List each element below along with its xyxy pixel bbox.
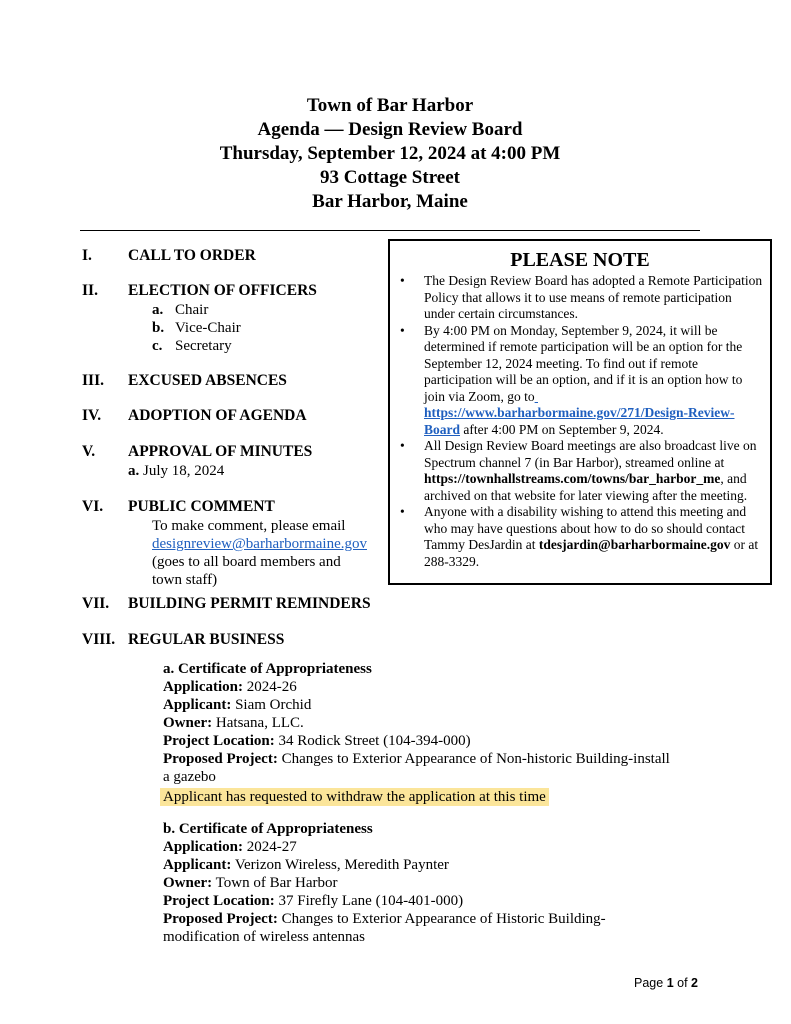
application-row: Application: 2024-27 <box>163 839 297 855</box>
section-title: ADOPTION OF AGENDA <box>128 407 307 424</box>
please-note-title: PLEASE NOTE <box>510 249 650 271</box>
owner-row: Owner: Town of Bar Harbor <box>163 875 338 891</box>
header-divider <box>80 230 700 231</box>
note-bullet: • By 4:00 PM on Monday, September 9, 2024, it will be determined if remote participation will be an option for the September 12, 2024 meeting. To find out if remote participation will be an option, and if it is an option how to join via Zoom, go to https://www.barharbormaine.gov/271/Design-Review-Board after 4:00 PM on September 9, 2024. <box>400 322 743 437</box>
section-number: V. <box>82 443 96 460</box>
applicant-row: Applicant: Siam Orchid <box>163 697 312 713</box>
project-row-continued: a gazebo <box>163 769 216 785</box>
owner-row: Owner: Hatsana, LLC. <box>163 715 304 731</box>
meeting-datetime: Thursday, September 12, 2024 at 4:00 PM <box>219 143 561 164</box>
section-number: VIII. <box>82 631 116 648</box>
public-comment-instruction: To make comment, please email <box>152 518 346 534</box>
location-row: Project Location: 37 Firefly Lane (104-401-000) <box>163 893 464 909</box>
contact-email[interactable]: tdesjardin@barharbormaine.gov <box>538 537 731 552</box>
withdrawal-notice: Applicant has requested to withdraw the application at this time <box>163 788 670 806</box>
section-number: VII. <box>82 595 110 612</box>
page-number: Page 1 of 2 <box>634 976 698 990</box>
project-row: Proposed Project: Changes to Exterior Appearance of Non-historic Building-install <box>163 751 670 767</box>
note-bullet: • All Design Review Board meetings are also broadcast live on Spectrum channel 7 (in Bar Harbor), streamed online at https://townhallstreams.com/towns/bar_harbor_me, and archived on that website for later viewing after the meeting. <box>400 438 757 503</box>
note-bullet: • The Design Review Board has adopted a Remote Participation Policy that allows it to use means of remote participation under certain circumstances. <box>400 273 763 321</box>
section-number: II. <box>82 282 98 299</box>
item-heading: b. Certificate of Appropriateness <box>163 821 373 837</box>
officer-item: c. Secretary <box>152 338 232 354</box>
note-list <box>398 273 764 570</box>
public-comment-email-link[interactable]: designreview@barharbormaine.gov <box>152 536 367 552</box>
bullet-icon: • <box>400 273 405 288</box>
application-row: Application: 2024-26 <box>163 679 297 695</box>
meeting-address: 93 Cottage Street <box>320 167 460 188</box>
section-title: EXCUSED ABSENCES <box>128 372 287 389</box>
agenda-title: Agenda — Design Review Board <box>257 119 523 140</box>
bullet-icon: • <box>400 504 405 519</box>
applicant-row: Applicant: Verizon Wireless, Meredith Paynter <box>163 857 449 873</box>
section-title: CALL TO ORDER <box>128 247 256 264</box>
public-comment-note: (goes to all board members and <box>152 554 341 570</box>
location-row: Project Location: 34 Rodick Street (104-394-000) <box>163 733 471 749</box>
townhallstreams-url[interactable]: https://townhallstreams.com/towns/bar_harbor_me <box>424 471 721 486</box>
item-heading: a. Certificate of Appropriateness <box>163 661 372 677</box>
meeting-city: Bar Harbor, Maine <box>312 191 468 212</box>
section-number: III. <box>82 372 104 389</box>
business-item-a <box>163 660 670 806</box>
section-number: I. <box>82 247 92 264</box>
document-header <box>0 94 780 214</box>
section-title: ELECTION OF OFFICERS <box>128 282 317 299</box>
project-row: Proposed Project: Changes to Exterior Appearance of Historic Building- <box>163 911 606 927</box>
bullet-icon: • <box>400 438 405 453</box>
project-row-continued: modification of wireless antennas <box>163 929 366 945</box>
section-title: APPROVAL OF MINUTES <box>128 443 313 460</box>
design-review-board-link[interactable]: https://www.barharbormaine.gov/271/Design-Review-Board <box>424 405 735 437</box>
section-number: IV. <box>82 407 102 424</box>
officer-item: b. Vice-Chair <box>152 320 241 336</box>
please-note-box <box>388 239 772 585</box>
officer-item: a. Chair <box>152 302 209 318</box>
bullet-icon: • <box>400 322 405 338</box>
town-title: Town of Bar Harbor <box>306 95 474 116</box>
section-title: BUILDING PERMIT REMINDERS <box>128 595 371 612</box>
section-title: REGULAR BUSINESS <box>128 631 285 648</box>
minutes-item: a. July 18, 2024 <box>128 463 225 479</box>
public-comment-note: town staff) <box>152 572 218 588</box>
note-bullet: • Anyone with a disability wishing to attend this meeting and who may have questions about how to do so should contact Tammy DesJardin at tdesjardin@barharbormaine.gov or at 288-3329. <box>400 504 759 569</box>
section-title: PUBLIC COMMENT <box>128 498 275 515</box>
business-item-b <box>163 820 606 946</box>
section-number: VI. <box>82 498 104 515</box>
